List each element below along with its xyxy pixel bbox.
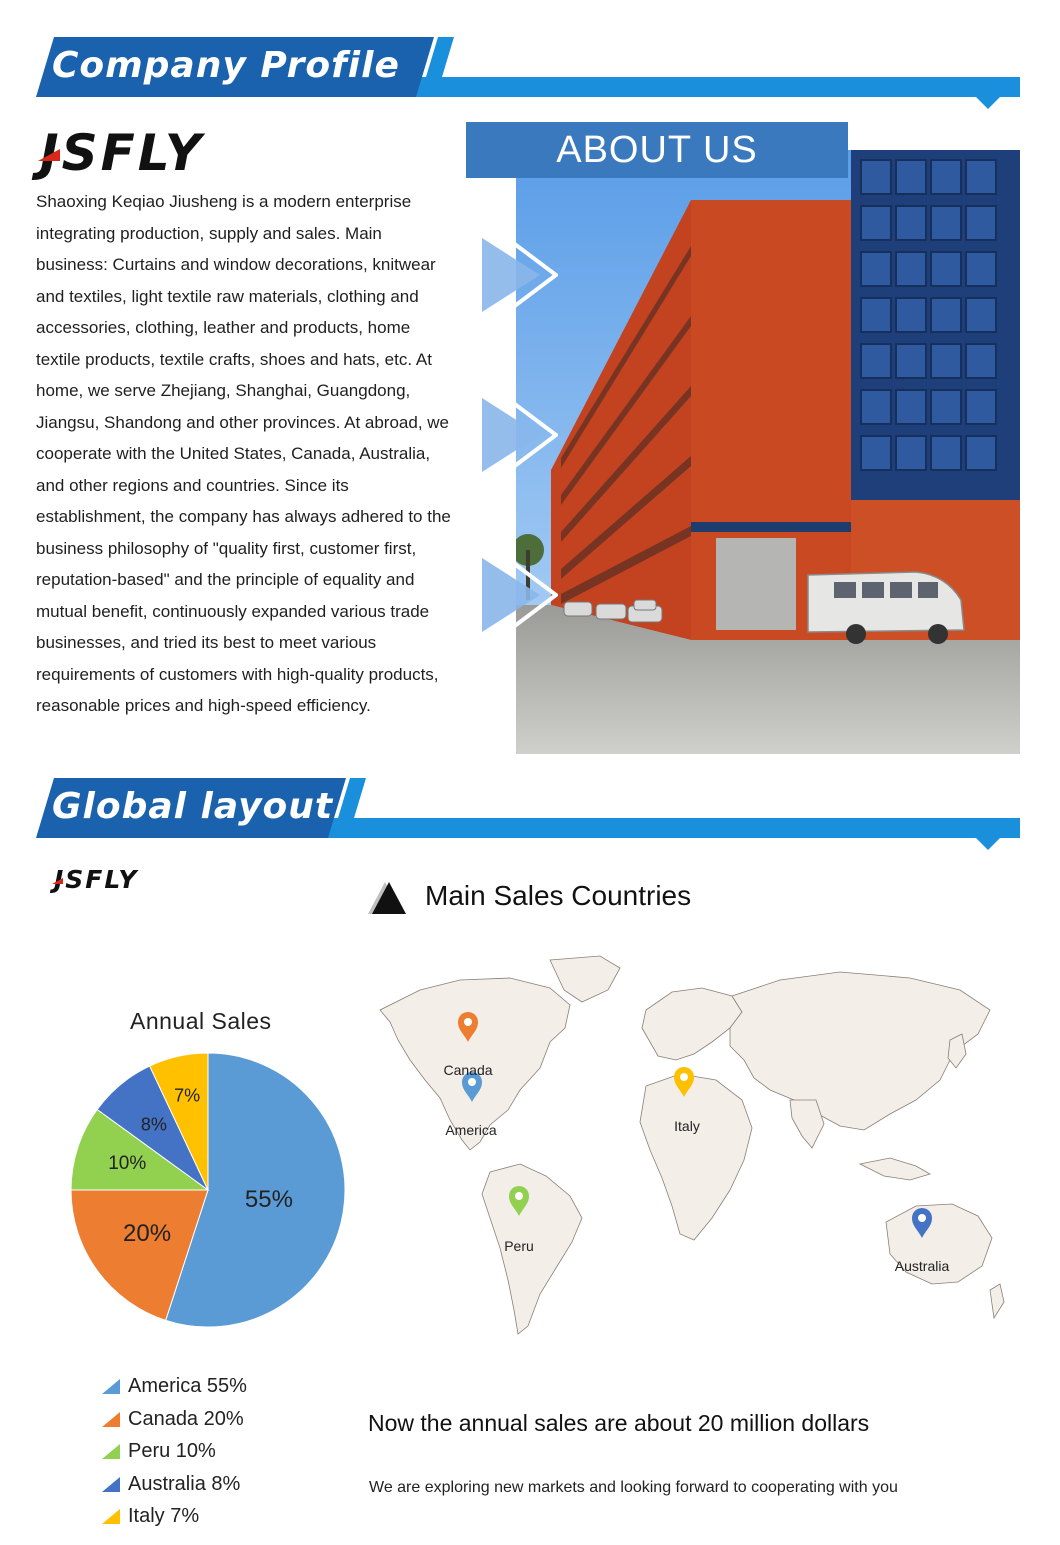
brand-logo-small (54, 866, 139, 894)
chart-legend (100, 1370, 247, 1533)
pin-label-america: America (445, 1122, 497, 1138)
section-title: Global layout (52, 786, 334, 827)
legend-label: Australia 8% (128, 1472, 241, 1495)
logo-accent-mark (52, 878, 63, 884)
chevron-right-icon (482, 398, 558, 472)
pin-label-canada: Canada (443, 1062, 493, 1078)
legend-label: Peru 10% (128, 1440, 216, 1462)
pin-label-peru: Peru (504, 1238, 534, 1254)
chevron-right-icon (482, 558, 558, 632)
legend-swatch-icon (102, 1509, 120, 1524)
legend-item (100, 1468, 247, 1501)
legend-item (100, 1403, 247, 1436)
legend-label: Italy 7% (128, 1505, 200, 1527)
europe-shape (642, 988, 742, 1060)
caret-down-icon (974, 836, 1002, 850)
indonesia-shape (860, 1158, 930, 1180)
company-profile-banner (36, 37, 1020, 103)
heading-text: Main Sales Countries (425, 880, 692, 911)
greenland-shape (550, 956, 620, 1002)
logo-text: JSFLY (40, 124, 205, 182)
legend-swatch-icon (102, 1379, 120, 1394)
pin-label-italy: Italy (674, 1118, 700, 1134)
legend-swatch-icon (102, 1412, 120, 1427)
chart-title: Annual Sales (130, 1008, 272, 1034)
about-us-header: ABOUT US (466, 122, 848, 178)
legend-item (100, 1435, 247, 1468)
africa-shape (640, 1074, 752, 1240)
pie-data-label: 20% (123, 1220, 172, 1248)
annual-sales-pie-chart (70, 1052, 346, 1328)
factory-building-photo (516, 150, 1020, 754)
annual-sales-statement: Now the annual sales are about 20 million dollars (368, 1410, 870, 1436)
legend-item (100, 1370, 247, 1403)
legend-swatch-icon (102, 1477, 120, 1492)
company-description: Shaoxing Keqiao Jiusheng is a modern enterprise integrating production, supply and sales. Main business: Curtains and window decorations, knitwear and textiles, light textile raw materials, clothing and accessories, clothing, leather and products, home textile products, textile crafts, shoes and hats, etc. At home, we serve Zhejiang, Shanghai, Guangdong, Jiangsu, Shandong and other provinces. At abroad, we cooperate with the United States, Canada, Australia, and other regions and countries. Since its establishment, the company has always adhered to the business philosophy of "quality first, customer first, reputation-based" and the principle of equality and mutual benefit, continuously expanded various trade businesses, and tried its best to meet various requirements of customers with high-quality products, reasonable prices and high-speed efficiency. (36, 192, 451, 715)
legend-item (100, 1500, 247, 1533)
global-layout-banner (36, 778, 1020, 844)
triangle-icon (372, 882, 406, 914)
legend-label: America 55% (128, 1375, 247, 1397)
pie-data-label: 7% (174, 1085, 201, 1106)
section-title: Company Profile (52, 45, 400, 86)
legend-swatch-icon (102, 1444, 120, 1459)
legend-label: Canada 20% (128, 1407, 244, 1430)
logo-accent-mark (38, 149, 60, 161)
pie-data-label: 10% (108, 1152, 147, 1174)
chevron-right-icon (482, 238, 558, 312)
banner-bar (316, 818, 1020, 838)
pie-data-label: 8% (140, 1114, 167, 1135)
brand-logo (40, 126, 204, 180)
caret-down-icon (974, 95, 1002, 109)
world-map (350, 950, 1010, 1340)
world-map-svg (350, 950, 1010, 1340)
pie-svg (70, 1052, 346, 1328)
pie-data-label: 55% (244, 1185, 293, 1213)
new-zealand-shape (990, 1284, 1004, 1318)
explore-markets-statement: We are exploring new markets and looking forward to cooperating with you (369, 1479, 898, 1496)
logo-text: JSFLY (54, 865, 139, 894)
pin-label-australia: Australia (894, 1258, 950, 1274)
